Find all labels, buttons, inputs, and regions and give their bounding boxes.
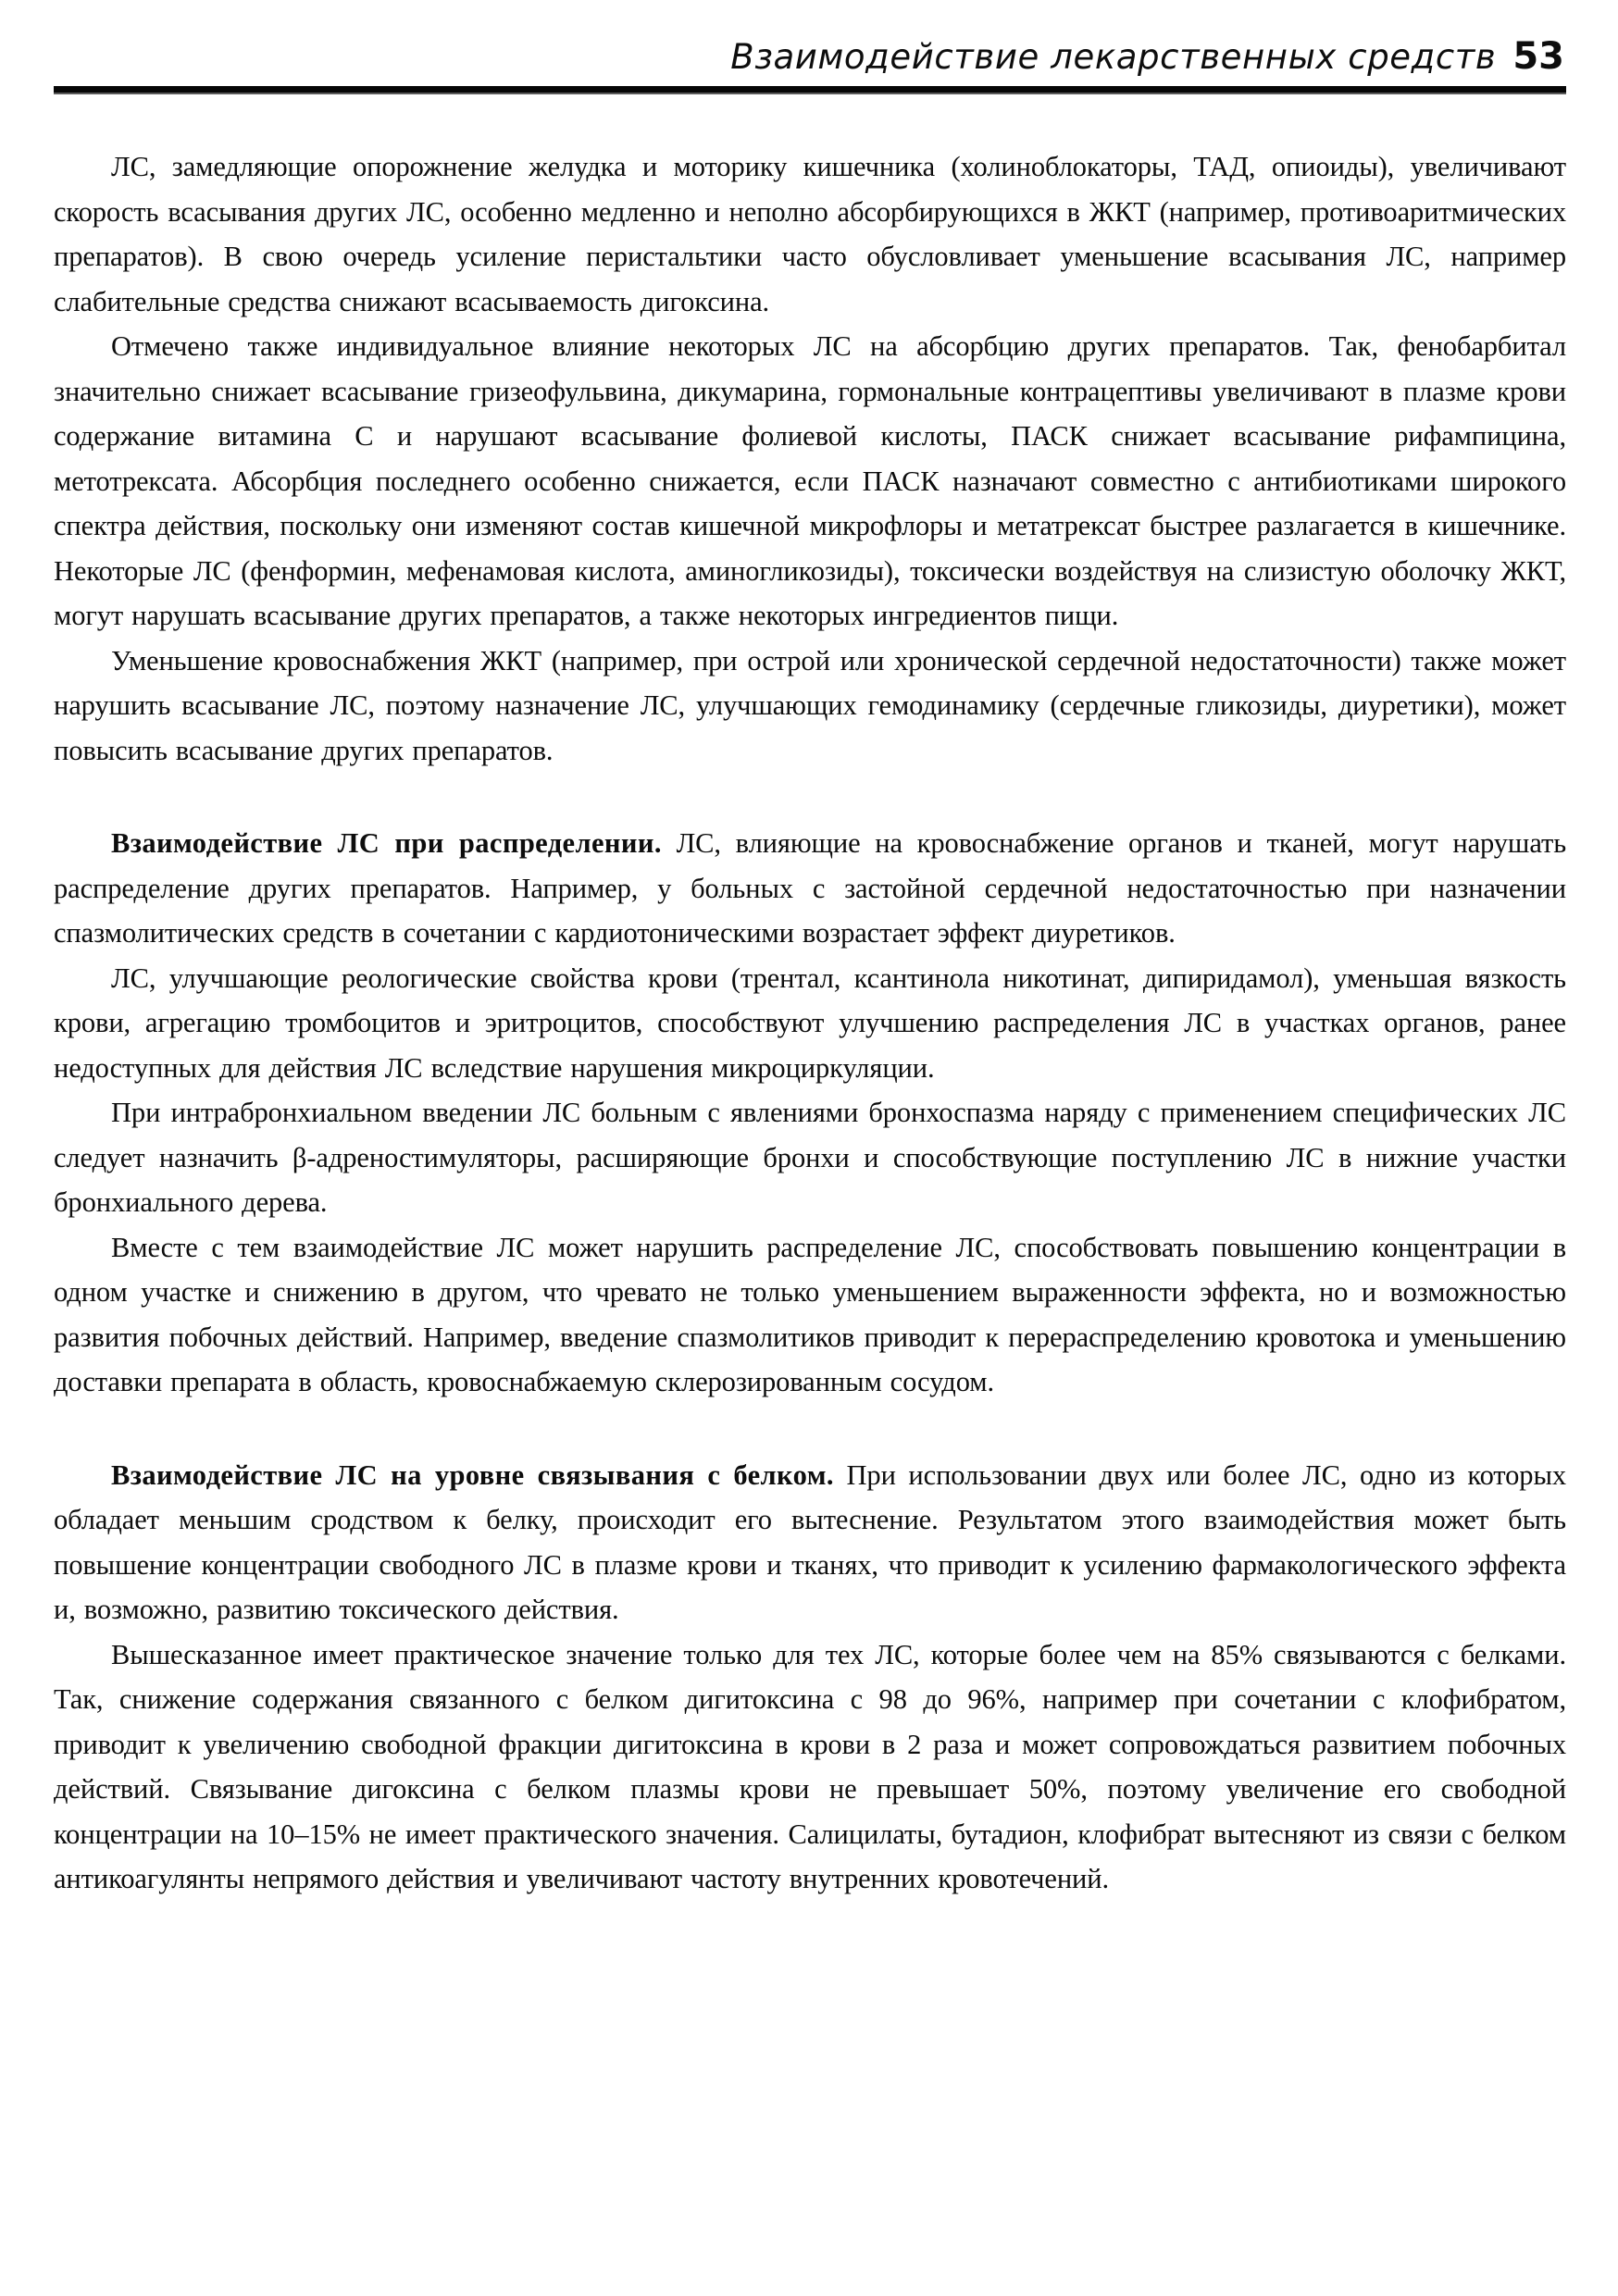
running-head <box>54 37 1566 77</box>
section-text-distribution: ЛС, влияющие на кровоснабжение органов и тканей, могут нарушать распределение других препаратов. Например, у больных с застойной сердечной недостаточностью при назначении спазмолитических средств в сочетании с кардиотоническими возрастает эффект диуретиков. <box>54 827 1567 949</box>
section-heading-protein-binding: Взаимодействие ЛС на уровне связывания с белком. <box>111 1458 834 1491</box>
paragraph-intrabronchial: При интрабронхиальном введении ЛС больным с явлениями бронхоспазма наряду с применением специфических ЛС следует назначить β-адреностимуляторы, расширяющие бронхи и способствующие поступлению ЛС в нижние участки бронхиального дерева. <box>54 1097 1566 1218</box>
paragraph-rheology: ЛС, улучшающие реологические свойства крови (трентал, ксантинола никотинат, дипиридамол), уменьшая вязкость крови, агрегацию тромбоцитов и эритроцитов, способствуют улучшению распределения ЛС в участках органов, ранее недоступных для действия ЛС вследствие нарушения микроциркуляции. <box>54 962 1566 1084</box>
paragraph-protein-binding-section <box>54 1453 1566 1632</box>
paragraph-absorption-motility: ЛС, замедляющие опорожнение желудка и моторику кишечника (холиноблокаторы, ТАД, опиоиды), увеличивают скорость всасывания других ЛС, особенно медленно и неполно абсорбирующихся в ЖКТ (например, противоаритмических препаратов). В свою очередь усиление перистальтики часто обусловливает уменьшение всасывания ЛС, например слабительные средства снижают всасываемость дигоксина. <box>54 151 1566 317</box>
paragraph-gi-blood-supply: Уменьшение кровоснабжения ЖКТ (например, при острой или хронической сердечной недостаточности) также может нарушить всасывание ЛС, поэтому назначение ЛС, улучшающих гемодинамику (сердечные гликозиды, диуретики), может повысить всасывание других препаратов. <box>54 644 1566 766</box>
page-number: 53 <box>1512 35 1564 78</box>
header-rule <box>54 86 1566 94</box>
section-text-protein-binding: При использовании двух или более ЛС, одно из которых обладает меньшим сродством к белку, происходит его вытеснение. Результатом этого взаимодействия может быть повышение концентрации свободного ЛС в плазме крови и тканях, что приводит к усилению фармакологического эффекта и, возможно, развитию токсического действия. <box>54 1458 1566 1625</box>
paragraph-individual-influence: Отмечено также индивидуальное влияние некоторых ЛС на абсорбцию других препаратов. Так, фенобарбитал значительно снижает всасывание гризеофульвина, дикумарина, гормональные контрацептивы увеличивают в плазме крови содержание витамина С и нарушают всасывание фолиевой кислоты, ПАСК снижает всасывание рифампицина, метотрексата. Абсорбция последнего особенно снижается, если ПАСК назначают совместно с антибиотиками широкого спектра действия, поскольку они изменяют состав кишечной микрофлоры и метатрексат быстрее разлагается в кишечнике. Некоторые ЛС (фенформин, мефенамовая кислота, аминогликозиды), токсически воздействуя на слизистую оболочку ЖКТ, могут нарушать всасывание других препаратов, а также некоторых ингредиентов пищи. <box>54 330 1566 631</box>
paragraph-redistribution: Вместе с тем взаимодействие ЛС может нарушить распределение ЛС, способствовать повышению концентрации в одном участке и снижению в другом, что чревато не только уменьшением выраженности эффекта, но и возможностью развития побочных действий. Например, введение спазмолитиков приводит к перераспределению кровотока и уменьшению доставки препарата в область, кровоснабжаемую склерозированным сосудом. <box>54 1231 1566 1397</box>
paragraph-practical-significance: Вышесказанное имеет практическое значение только для тех ЛС, которые более чем на 85% связываются с белками. Так, снижение содержания связанного с белком дигитоксина с 98 до 96%, например при сочетании с клофибратом, приводит к увеличению свободной фракции дигитоксина в крови в 2 раза и может сопровождаться развитием побочных действий. Связывание дигоксина с белком плазмы крови не превышает 50%, поэтому увеличение его свободной концентрации на 10–15% не имеет практического значения. Салицилаты, бутадион, клофибрат вытесняют из связи с белком антикоагулянты непрямого действия и увеличивают частоту внутренних кровотечений. <box>54 1638 1566 1894</box>
page-title: Взаимодействие лекарственных средств <box>730 37 1497 77</box>
section-heading-distribution: Взаимодействие ЛС при распределении. <box>111 827 662 859</box>
paragraph-distribution-section <box>54 821 1566 956</box>
page-body <box>54 144 1566 1902</box>
